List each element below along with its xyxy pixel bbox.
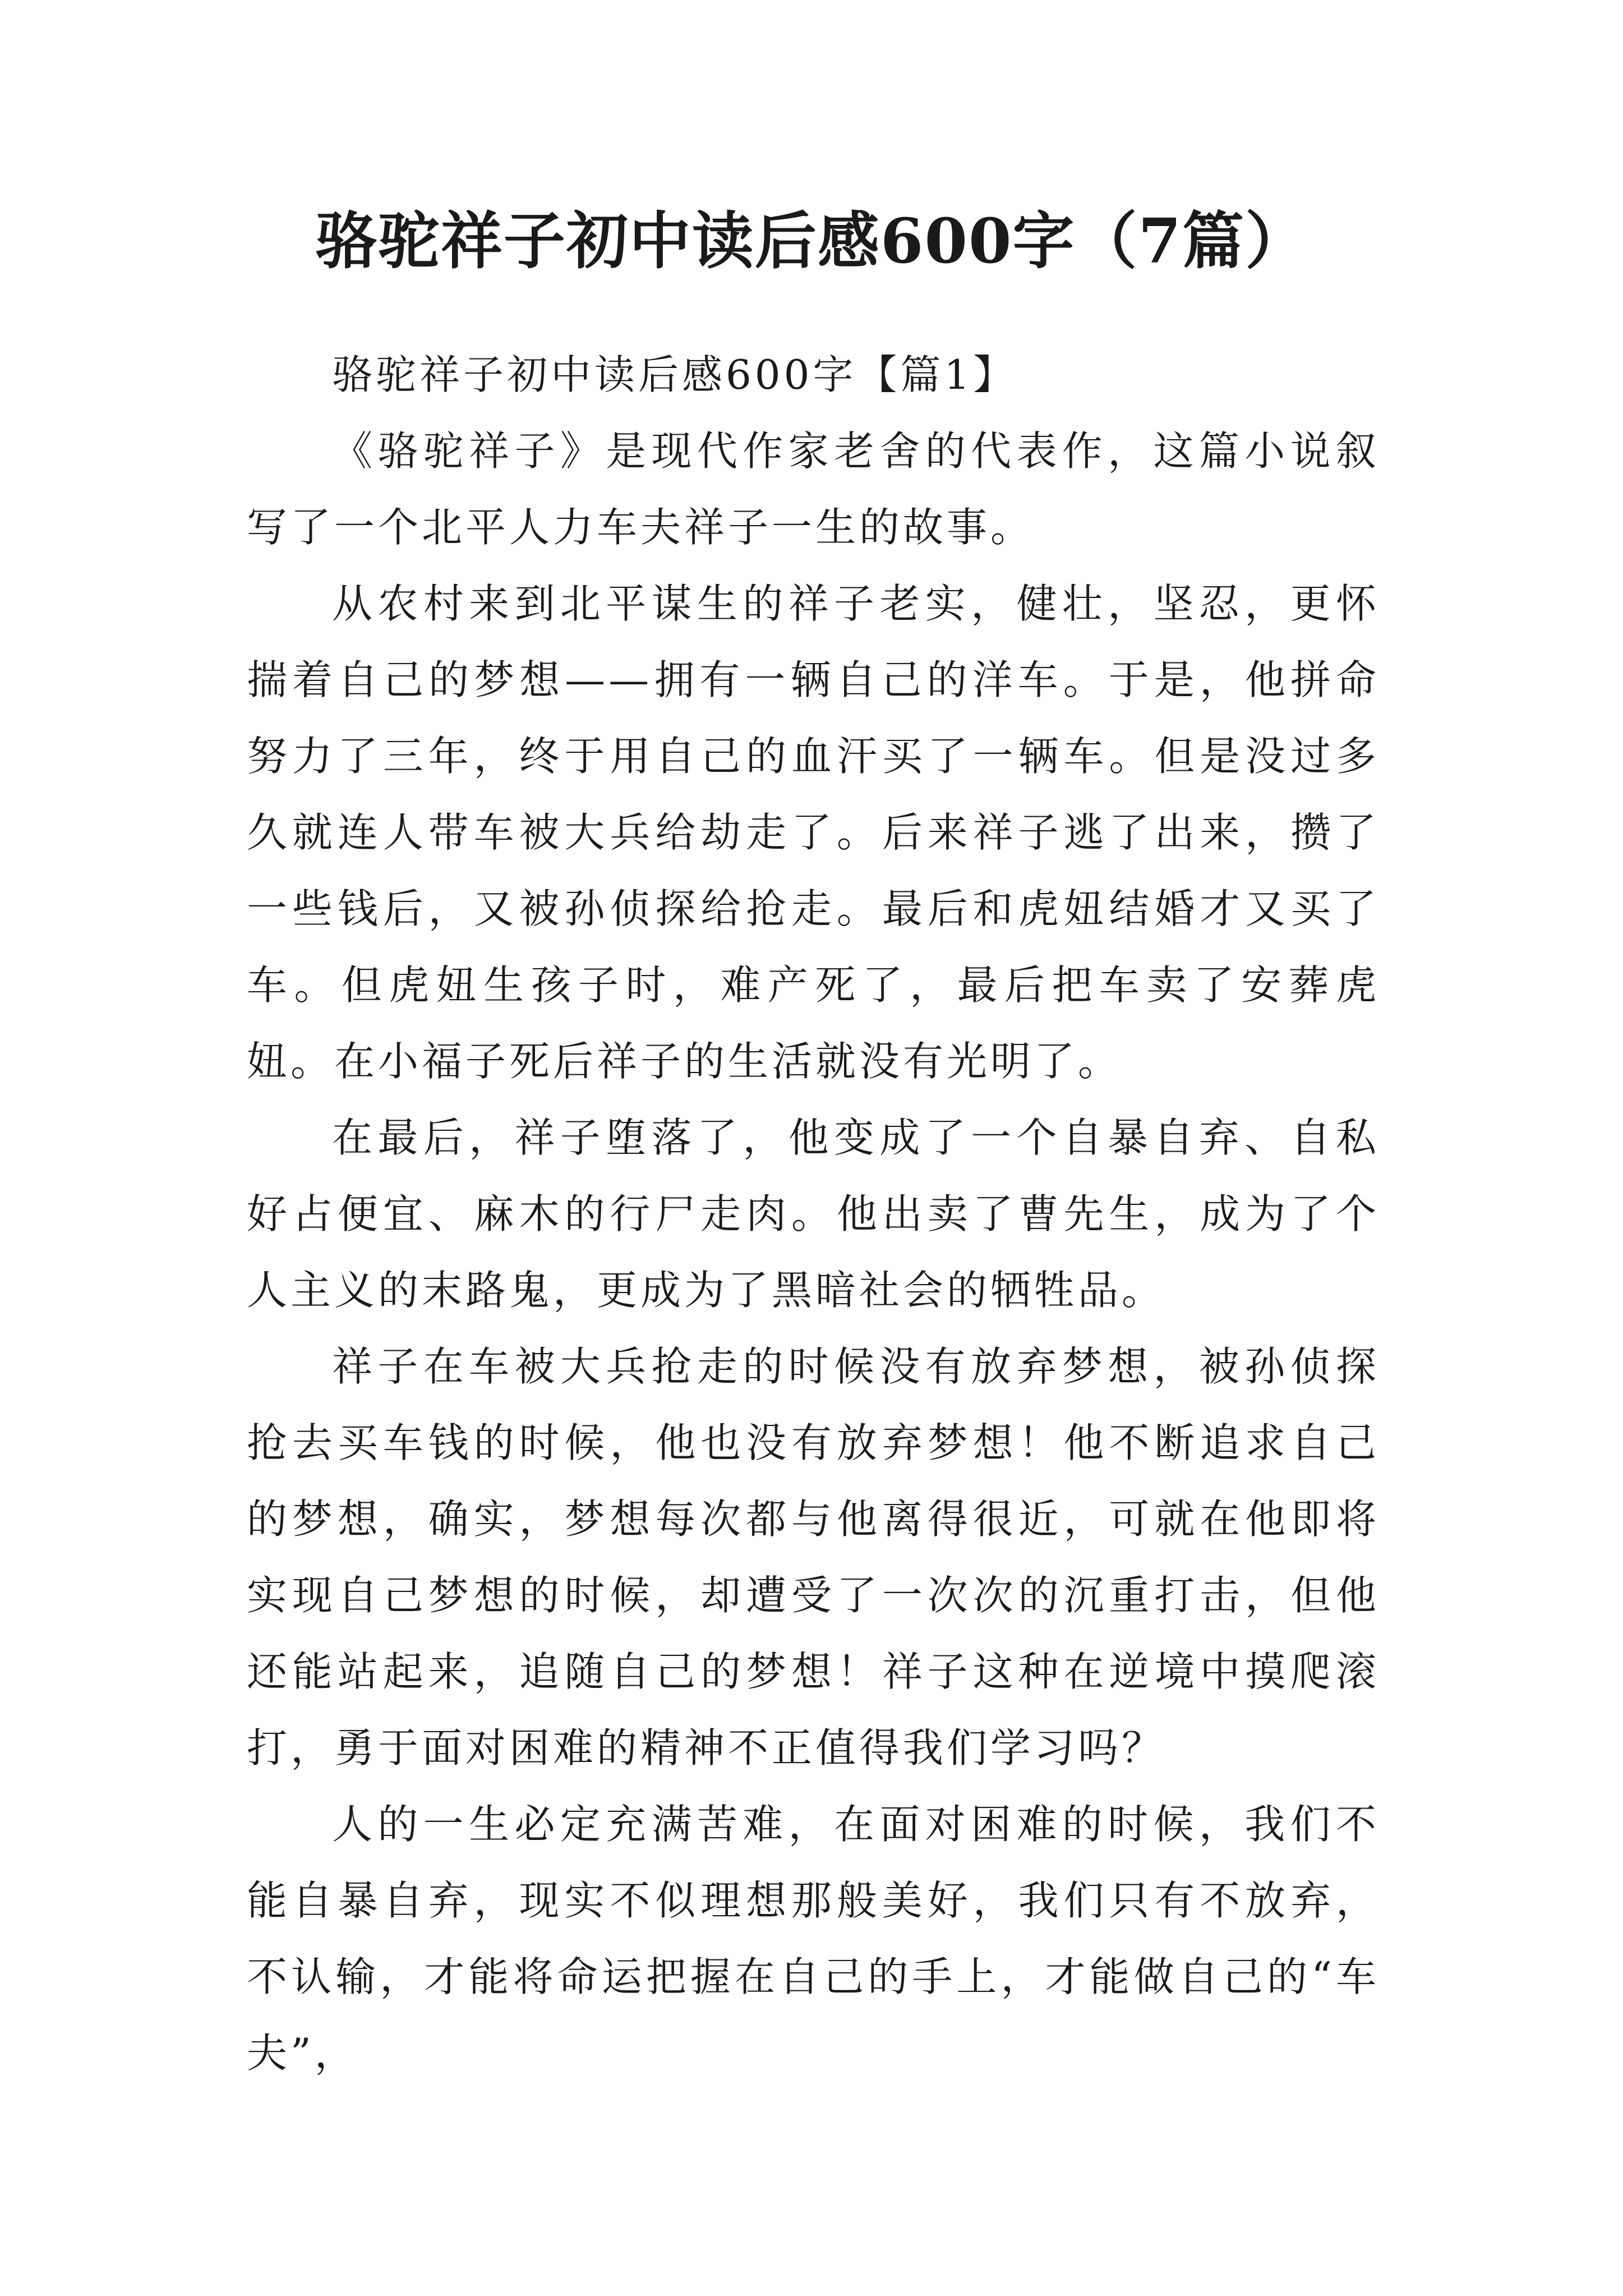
document-title: 骆驼祥子初中读后感600字（7篇） (315, 205, 1308, 277)
paragraph-2: 从农村来到北平谋生的祥子老实，健壮，坚忍，更怀揣着自己的梦想——拥有一辆自己的洋车。于是，他拼命努力了三年，终于用自己的血汗买了一辆车。但是没过多久就连人带车被大兵给劫走了。后来祥子逃了出来，攒了一些钱后，又被孙侦探给抢走。最后和虎妞结婚才又买了车。但虎妞生孩子时，难产死了，最后把车卖了安葬虎妞。在小福子死后祥子的生活就没有光明了。 (247, 580, 1380, 1085)
paragraph-1: 《骆驼祥子》是现代作家老舍的代表作，这篇小说叙写了一个北平人力车夫祥子一生的故事。 (247, 427, 1380, 551)
document-body (247, 337, 1380, 2091)
paragraph-4: 祥子在车被大兵抢走的时候没有放弃梦想，被孙侦探抢去买车钱的时候，他也没有放弃梦想！他不断追求自己的梦想，确实，梦想每次都与他离得很近，可就在他即将实现自己梦想的时候，却遭受了一次次的沉重打击，但他还能站起来，追随自己的梦想！祥子这种在逆境中摸爬滚打，勇于面对困难的精神不正值得我们学习吗？ (247, 1343, 1380, 1772)
paragraph-5: 人的一生必定充满苦难，在面对困难的时候，我们不能自暴自弃，现实不似理想那般美好，我们只有不放弃，不认输，才能将命运把握在自己的手上，才能做自己的“车夫”， (247, 1801, 1380, 2077)
paragraph-3: 在最后，祥子堕落了，他变成了一个自暴自弃、自私好占便宜、麻木的行尸走肉。他出卖了曹先生，成为了个人主义的末路鬼，更成为了黑暗社会的牺牲品。 (247, 1114, 1380, 1314)
section-heading: 骆驼祥子初中读后感600字【篇1】 (332, 351, 1017, 398)
